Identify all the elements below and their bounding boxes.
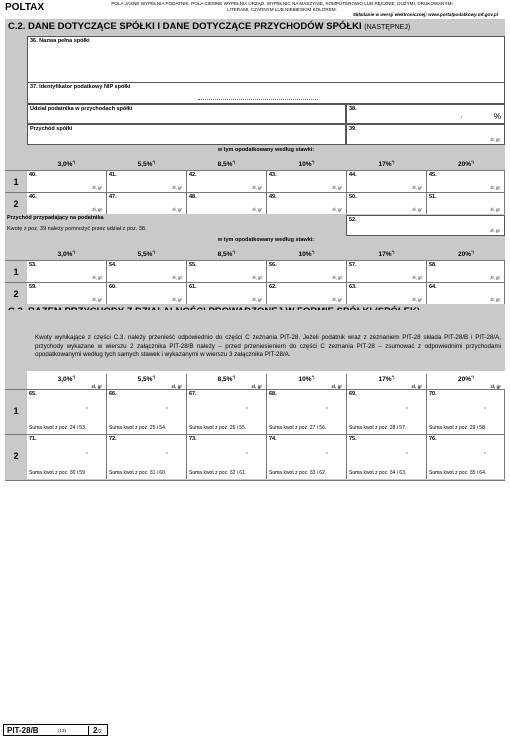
field-48[interactable]: 48. zł, gr bbox=[187, 193, 267, 214]
rate-20: 20%*) zł, gr bbox=[458, 374, 501, 389]
attrib-revenue-field[interactable] bbox=[346, 215, 505, 236]
form-version: (13) bbox=[58, 728, 67, 733]
field-68[interactable]: 68. , Suma kwot z poz. 27 i 56. bbox=[267, 390, 347, 434]
field-53[interactable]: 53. zł, gr bbox=[27, 261, 107, 282]
footer-form-id bbox=[3, 724, 108, 736]
c2-row-4 bbox=[5, 282, 505, 305]
field-72[interactable]: 72. , Suma kwot z poz. 31 i 60. bbox=[107, 435, 187, 479]
field-42[interactable]: 42. zł, gr bbox=[187, 171, 267, 192]
rate-3-0: 3,0%*) zł, gr bbox=[27, 374, 107, 389]
rate-17: 17%*) bbox=[378, 249, 395, 259]
taxed-header-1: w tym opodatkowany według stawki: bbox=[217, 147, 315, 153]
instructions-line2: LITERAMI, CZARNYM LUB NIEBIESKIM KOLOREM. bbox=[227, 6, 337, 12]
section-c2-title-suffix: (NASTĘPNEJ) bbox=[364, 24, 411, 31]
field-58[interactable]: 58. zł, gr bbox=[427, 261, 505, 282]
field-41[interactable]: 41. zł, gr bbox=[107, 171, 187, 192]
field-47[interactable]: 47. zł, gr bbox=[107, 193, 187, 214]
c3-row-1 bbox=[5, 389, 505, 435]
c2-row-3 bbox=[5, 260, 505, 283]
row-label: 1 bbox=[13, 177, 19, 187]
field-60[interactable]: 60. zł, gr bbox=[107, 283, 187, 304]
field-44[interactable]: 44. zł, gr bbox=[347, 171, 427, 192]
rate-5-5: 5,5%*) bbox=[137, 159, 156, 169]
field-36-label: 36. Nazwa pełna spółki bbox=[30, 38, 90, 44]
instructions-line1: POLA JASNE WYPEŁNIA PODATNIK. POLA CIEMNE WYPEŁNIA URZĄD. WYPEŁNIĆ NA MASZYNIE, KOMPUTEROWO LUB RĘCZNIE, DUŻYMI, DRUKOWANYMI bbox=[111, 1, 453, 6]
row-label: 2 bbox=[13, 199, 19, 209]
share-label-box bbox=[27, 104, 346, 124]
rate-20: 20%*) bbox=[458, 159, 474, 169]
field-43[interactable]: 43. zł, gr bbox=[267, 171, 347, 192]
field-50[interactable]: 50. zł, gr bbox=[347, 193, 427, 214]
field-54[interactable]: 54. zł, gr bbox=[107, 261, 187, 282]
rate-10: 10%*) zł, gr bbox=[267, 374, 347, 389]
share-comma: , bbox=[460, 113, 462, 119]
rates-row-1 bbox=[27, 156, 505, 170]
field-40[interactable]: 40. zł, gr bbox=[27, 171, 107, 192]
nip-boxes bbox=[198, 99, 318, 100]
field-64[interactable]: 64. zł, gr bbox=[427, 283, 505, 304]
field-39-num: 39. bbox=[349, 126, 357, 132]
share-field[interactable] bbox=[346, 104, 505, 124]
percent-sign: % bbox=[493, 112, 501, 121]
field-56[interactable]: 56. zł, gr bbox=[267, 261, 347, 282]
rates-row-2 bbox=[27, 246, 505, 260]
field-57[interactable]: 57. zł, gr bbox=[347, 261, 427, 282]
field-73[interactable]: 73. , Suma kwot z poz. 32 i 61. bbox=[187, 435, 267, 479]
attrib-note: Kwotę z poz. 39 należy pomnożyć przez udział z poz. 38. bbox=[7, 226, 147, 232]
section-c2 bbox=[5, 19, 505, 354]
field-61[interactable]: 61. zł, gr bbox=[187, 283, 267, 304]
row-label: 1 bbox=[13, 267, 19, 277]
field-74[interactable]: 74. , Suma kwot z poz. 33 i 62. bbox=[267, 435, 347, 479]
rate-3-0: 3,0%*) bbox=[57, 159, 76, 169]
revenue-label-box bbox=[27, 124, 346, 145]
field-52-num: 52. bbox=[349, 217, 357, 223]
field-76[interactable]: 76. , Suma kwot z poz. 35 i 64. bbox=[427, 435, 505, 479]
revenue-field[interactable] bbox=[346, 124, 505, 145]
section-c2-title: C.2. DANE DOTYCZĄCE SPÓŁKI I DANE DOTYCZĄCE PRZYCHODÓW SPÓŁKI (NASTĘPNEJ) bbox=[8, 21, 411, 32]
instructions bbox=[62, 1, 502, 12]
field-51[interactable]: 51. zł, gr bbox=[427, 193, 505, 214]
field-66[interactable]: 66. , Suma kwot z poz. 25 i 54. bbox=[107, 390, 187, 434]
field-38-num: 38. bbox=[349, 106, 357, 112]
company-nip-field[interactable] bbox=[27, 82, 505, 104]
attrib-label-area bbox=[7, 215, 345, 237]
field-75[interactable]: 75. , Suma kwot z poz. 34 i 63. bbox=[347, 435, 427, 479]
rate-5-5: 5,5%*) bbox=[137, 249, 156, 259]
revenue-label: Przychód spółki bbox=[30, 126, 73, 132]
field-45[interactable]: 45. zł, gr bbox=[427, 171, 505, 192]
field-37-label: 37. Identyfikator podatkowy NIP spółki bbox=[30, 84, 131, 90]
c2-row-2 bbox=[5, 192, 505, 215]
share-label: Udział podatnika w przychodach spółki bbox=[30, 106, 133, 112]
field-65[interactable]: 65. , Suma kwot z poz. 24 i 53. bbox=[27, 390, 107, 434]
c3-rates-row bbox=[27, 371, 505, 389]
zl-gr: zł, gr bbox=[490, 137, 500, 142]
rate-8-5: 8,5%*) bbox=[217, 159, 236, 169]
field-63[interactable]: 63. zł, gr bbox=[347, 283, 427, 304]
c3-row-2 bbox=[5, 434, 505, 481]
row-label: 1 bbox=[13, 406, 19, 416]
row-label: 2 bbox=[13, 451, 19, 461]
field-71[interactable]: 71. , Suma kwot z poz. 30 i 59. bbox=[27, 435, 107, 479]
row-label: 2 bbox=[13, 289, 19, 299]
taxed-header-2: w tym opodatkowany według stawki: bbox=[217, 237, 315, 243]
field-70[interactable]: 70. , Suma kwot z poz. 29 i 58. bbox=[427, 390, 505, 434]
rate-8-5: 8,5%*) zł, gr bbox=[187, 374, 267, 389]
brand: POLTAX bbox=[5, 2, 45, 13]
attrib-label: Przychód przypadający na podatnika bbox=[7, 215, 104, 221]
field-49[interactable]: 49. zł, gr bbox=[267, 193, 347, 214]
rate-5-5: 5,5%*) zł, gr bbox=[107, 374, 187, 389]
rate-10: 10%*) bbox=[298, 159, 315, 169]
field-69[interactable]: 69. , Suma kwot z poz. 28 i 57. bbox=[347, 390, 427, 434]
section-c3-desc: Kwoty wynikające z części C.3. należy przenieść odpowiednio do części C zeznania PIT-28. Jeżeli podatnik wraz z zeznaniem PIT-28 składa PIT-28/B i PIT-28/A, przychody wykazane w wierszu 2 załącznika PIT-28/B należy – przed przeniesieniem do części C zeznania PIT-28 – zsumować z odpowiednimi przychodami opodatkowanymi według tych samych stawek i wykazanymi w wierszu 3 załącznika PIT-28/A. bbox=[35, 334, 501, 358]
rate-17: 17%*) bbox=[378, 159, 395, 169]
form-code: PIT-28/B bbox=[7, 726, 39, 735]
electronic-note: Składanie w wersji elektronicznej: www.portalpodatkowy.mf.gov.pl bbox=[352, 12, 498, 17]
field-59[interactable]: 59. zł, gr bbox=[27, 283, 107, 304]
rate-17: 17%*) zł, gr bbox=[347, 374, 427, 389]
zl-gr: zł, gr bbox=[490, 228, 500, 233]
field-55[interactable]: 55. zł, gr bbox=[187, 261, 267, 282]
field-62[interactable]: 62. zł, gr bbox=[267, 283, 347, 304]
field-46[interactable]: 46. zł, gr bbox=[27, 193, 107, 214]
c2-row-1 bbox=[5, 170, 505, 193]
rate-3-0: 3,0%*) bbox=[57, 249, 76, 259]
field-67[interactable]: 67. , Suma kwot z poz. 26 i 55. bbox=[187, 390, 267, 434]
rate-10: 10%*) bbox=[298, 249, 315, 259]
rate-20: 20%*) bbox=[458, 249, 474, 259]
page-number: 2/2 bbox=[88, 726, 102, 735]
rate-8-5: 8,5%*) bbox=[217, 249, 236, 259]
